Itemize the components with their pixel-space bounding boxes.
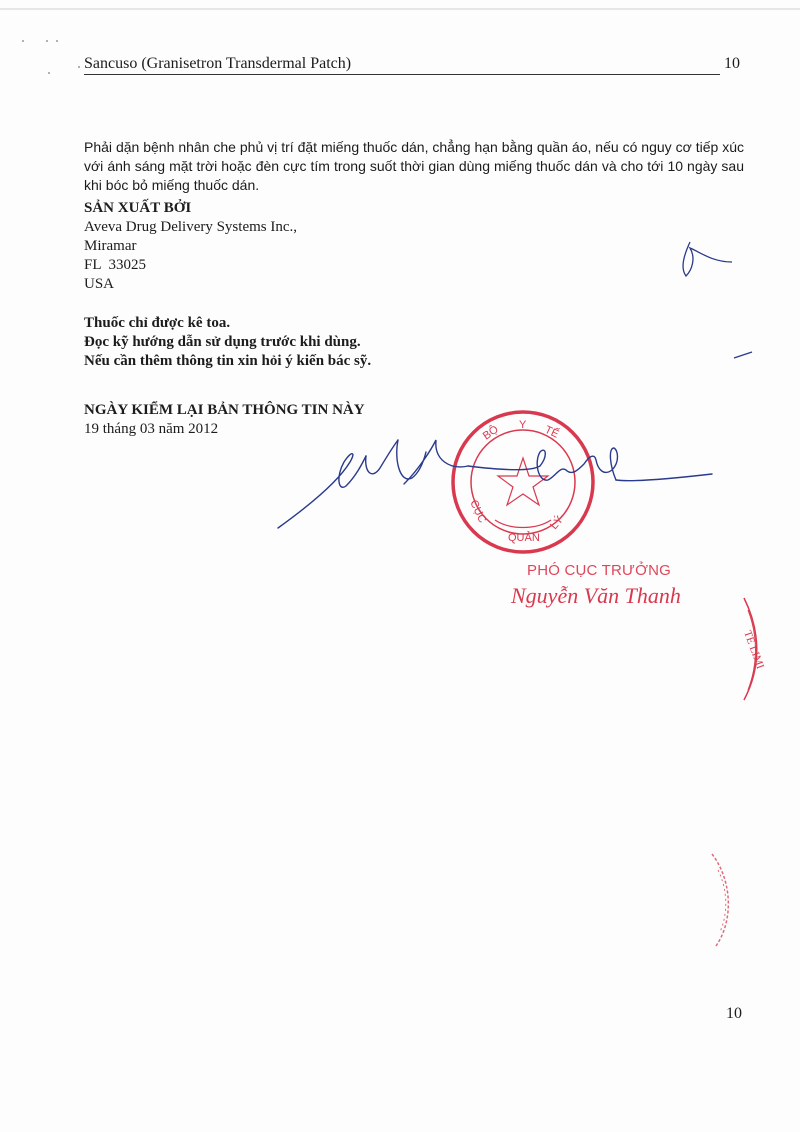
- warning-line: Thuốc chỉ được kê toa.: [84, 315, 231, 331]
- header-page-number: 10: [724, 55, 740, 72]
- initials-mark: [683, 242, 752, 358]
- svg-text:TE LIMI: TE LIMI: [741, 628, 767, 671]
- svg-text:Y: Y: [519, 419, 527, 431]
- svg-text:LÝ: LÝ: [548, 513, 566, 532]
- warning-line: Đọc kỹ hướng dẫn sử dụng trước khi dùng.: [84, 334, 361, 350]
- signatory-title: PHÓ CỤC TRƯỞNG: [527, 562, 672, 579]
- margin-partial-stamp: [741, 598, 766, 700]
- svg-text:BỘ: BỘ: [480, 423, 501, 443]
- faint-partial-seal: [712, 854, 728, 946]
- footer-page-number: 10: [726, 1005, 742, 1022]
- handwritten-signature: [278, 440, 712, 528]
- seal-ring-text: [467, 419, 566, 544]
- manufacturer-heading: SẢN XUẤT BỞI: [84, 200, 192, 216]
- svg-text:CỤC: CỤC: [467, 498, 489, 525]
- manufacturer-line: Miramar: [84, 238, 137, 254]
- svg-text:TẾ: TẾ: [542, 423, 561, 441]
- warning-line: Nếu cần thêm thông tin xin hỏi ý kiến bác sỹ.: [84, 353, 372, 369]
- official-seal: [453, 412, 593, 552]
- manufacturer-line: Aveva Drug Delivery Systems Inc.,: [84, 219, 298, 235]
- review-heading: NGÀY KIỂM LẠI BẢN THÔNG TIN NÀY: [84, 402, 365, 418]
- svg-text:QUẢN: QUẢN: [508, 532, 540, 544]
- header-title: Sancuso (Granisetron Transdermal Patch): [84, 55, 352, 72]
- manufacturer-line: FL 33025: [84, 257, 146, 273]
- manufacturer-line: USA: [84, 276, 115, 292]
- signatory-name: Nguyễn Văn Thanh: [511, 583, 681, 608]
- review-date: 19 tháng 03 năm 2012: [84, 421, 219, 437]
- body-paragraph: Phải dặn bệnh nhân che phủ vị trí đặt miếng thuốc dán, chẳng hạn bằng quần áo, nếu có nguy cơ tiếp xúc với ánh sáng mặt trời hoặc đèn cực tím trong suốt thời gian dùng miếng thuốc dán và cho tới 10 ngày sau khi bóc bỏ miếng thuốc dán.: [84, 139, 744, 193]
